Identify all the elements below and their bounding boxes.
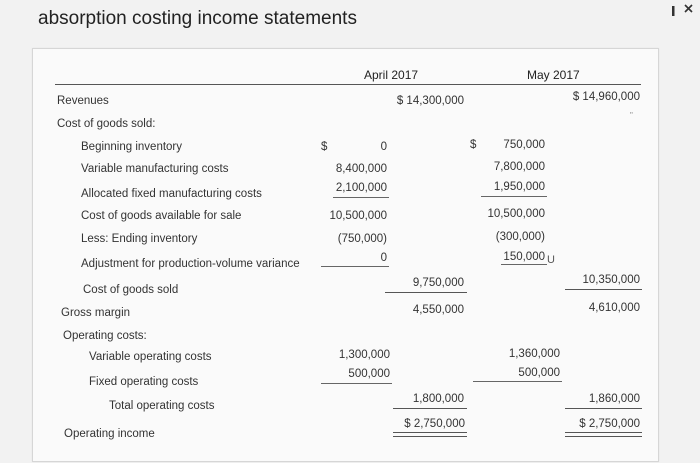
april-subtotal-rule (333, 197, 389, 198)
may-cogs-rule (501, 264, 547, 265)
row-label-cost-sold: Cost of goods sold (83, 284, 179, 296)
row-label-variable-operating: Variable operating costs (89, 351, 212, 363)
april-cost-available: 10,500,000 (329, 210, 387, 222)
may-variable-mfg: 7,800,000 (493, 161, 545, 173)
april-total-rule (393, 408, 467, 409)
may-fixed-operating: 500,000 (518, 367, 560, 379)
may-revenues: $ 14,960,000 (572, 91, 640, 103)
april-operating-rule (321, 383, 392, 384)
may-allocated-fixed: 1,950,000 (493, 181, 545, 193)
row-label-gross-margin: Gross margin (61, 307, 131, 319)
may-gross-margin: 4,610,000 (588, 302, 640, 314)
april-fixed-operating: 500,000 (348, 368, 390, 380)
may-adjustment-flag: U (547, 254, 555, 266)
page-heading: absorption costing income statements (38, 8, 357, 29)
april-header: April 2017 (364, 68, 419, 82)
may-variable-operating: 1,360,000 (508, 348, 560, 360)
header-rule (55, 84, 641, 85)
row-label-operating-income: Operating income (64, 428, 155, 440)
row-label-fixed-operating: Fixed operating costs (89, 376, 199, 388)
row-label-operating-costs: Operating costs: (63, 330, 147, 342)
row-label-revenues: Revenues (57, 95, 109, 107)
row-label-allocated-fixed: Allocated fixed manufacturing costs (81, 188, 262, 200)
stray-mark: " (630, 111, 633, 120)
minimize-close-icon[interactable] (670, 2, 694, 22)
april-income-double-rule (393, 432, 467, 437)
row-label-total-operating: Total operating costs (109, 400, 215, 412)
may-operating-income: $ 2,750,000 (579, 418, 640, 430)
may-beginning-inventory: 750,000 (503, 139, 545, 151)
row-label-cogs: Cost of goods sold: (57, 118, 156, 130)
april-cogs-rule (321, 266, 389, 267)
april-adjustment: 0 (380, 252, 387, 264)
april-cost-sold-rule (385, 292, 467, 293)
may-subtotal-rule (481, 196, 547, 197)
row-label-adjustment: Adjustment for production-volume variance (81, 258, 300, 270)
row-label-beginning-inventory: Beginning inventory (81, 141, 183, 153)
may-cost-sold-rule (565, 289, 642, 290)
april-revenues: $ 14,300,000 (396, 95, 464, 107)
row-label-variable-mfg: Variable manufacturing costs (81, 163, 229, 175)
april-total-operating: 1,800,000 (412, 393, 464, 405)
april-gross-margin: 4,550,000 (412, 304, 464, 316)
may-begin-dollar: $ (470, 139, 477, 151)
april-begin-dollar: $ (321, 141, 328, 153)
april-less-ending: (750,000) (337, 233, 387, 245)
may-header: May 2017 (527, 68, 580, 82)
row-label-less-ending: Less: Ending inventory (81, 233, 198, 245)
may-total-operating: 1,860,000 (588, 393, 640, 405)
may-income-double-rule (565, 432, 642, 437)
income-statement-panel (32, 48, 659, 462)
april-variable-operating: 1,300,000 (338, 349, 390, 361)
april-allocated-fixed: 2,100,000 (335, 182, 387, 194)
may-less-ending: (300,000) (495, 231, 545, 243)
row-label-cost-available: Cost of goods available for sale (81, 210, 242, 222)
april-variable-mfg: 8,400,000 (335, 163, 387, 175)
may-cost-sold: 10,350,000 (582, 274, 640, 286)
may-operating-rule (473, 381, 562, 382)
april-operating-income: $ 2,750,000 (404, 418, 465, 430)
may-adjustment: 150,000 (503, 251, 545, 263)
may-total-rule (565, 408, 642, 409)
may-cost-available: 10,500,000 (487, 208, 545, 220)
april-cost-sold: 9,750,000 (412, 277, 464, 289)
april-beginning-inventory: 0 (380, 141, 387, 153)
